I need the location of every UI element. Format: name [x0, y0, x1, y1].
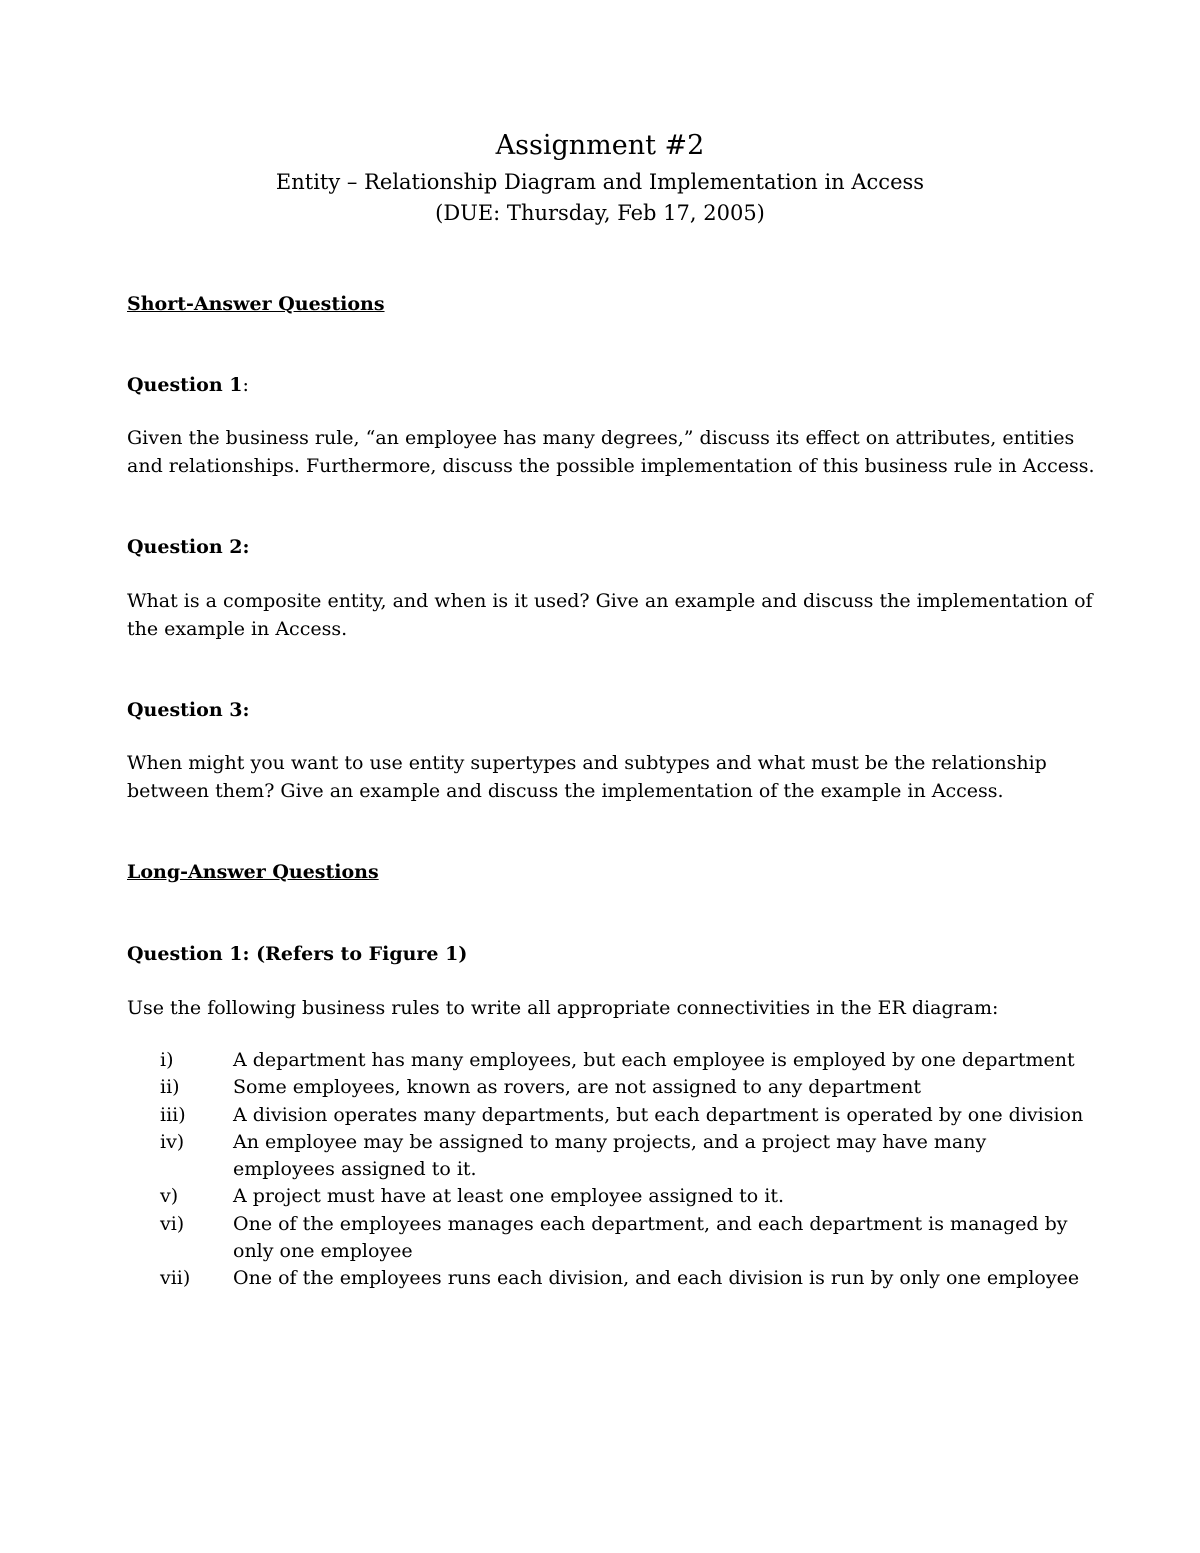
short-q2-line: What is a composite entity, and when is it used? Give an example and discuss the implementation of [127, 590, 1093, 612]
short-q1-line: Given the business rule, “an employee has many degrees,” discuss its effect on attributes, entities [127, 427, 1075, 449]
due-date: (DUE: Thursday, Feb 17, 2005) [435, 201, 765, 225]
list-item-number: iv) [160, 1130, 185, 1153]
list-item-text [233, 1102, 1083, 1129]
list-item-line: One of the employees manages each department, and each department is managed by [233, 1212, 1068, 1235]
short-q3-line: When might you want to use entity supertypes and subtypes and what must be the relationship [127, 752, 1047, 774]
assignment-title: Assignment #2 [495, 130, 705, 161]
assignment-subtitle: Entity – Relationship Diagram and Implementation in Access [275, 170, 925, 194]
list-item [160, 1265, 1080, 1292]
short-q1-suffix: : [242, 374, 249, 396]
list-item-text [233, 1183, 784, 1210]
list-item-number: v) [160, 1185, 179, 1208]
list-item-text [233, 1129, 986, 1184]
business-rules-list [160, 1047, 1084, 1293]
short-q2-line: the example in Access. [127, 618, 348, 640]
short-q3-text [127, 749, 1087, 805]
list-item-line: employees assigned to it. [233, 1158, 477, 1181]
long-q1-intro-line: Use the following business rules to write all appropriate connectivities in the ER diagram: [127, 997, 999, 1019]
list-item-text [233, 1074, 921, 1101]
list-item-number: vi) [160, 1212, 185, 1235]
short-q1-label: Question 1 [127, 374, 243, 396]
list-item-line: Some employees, known as rovers, are not assigned to any department [233, 1076, 921, 1099]
short-q2-label: Question 2: [127, 536, 250, 558]
list-item [160, 1102, 1084, 1129]
short-q3-line: between them? Give an example and discuss the implementation of the example in Access. [127, 780, 1004, 802]
list-item-text [233, 1265, 1079, 1292]
list-item-number: vii) [160, 1267, 191, 1290]
list-item-number: iii) [160, 1103, 186, 1126]
short-q1-heading [127, 372, 249, 398]
list-item-number: ii) [160, 1076, 180, 1099]
short-q3-heading [127, 697, 249, 723]
short-q1-line: and relationships. Furthermore, discuss the possible implementation of this business rule in Access. [127, 455, 1095, 477]
list-item-line: only one employee [233, 1240, 413, 1263]
list-item [160, 1183, 1080, 1210]
list-item [160, 1074, 1080, 1101]
list-item-line: A division operates many departments, but each department is operated by one division [233, 1103, 1084, 1126]
list-item-text [233, 1211, 1067, 1266]
long-q1-intro [127, 994, 1087, 1022]
list-item-line: A department has many employees, but each employee is employed by one department [233, 1049, 1075, 1071]
list-item-text [233, 1047, 1075, 1074]
list-item-line: A project must have at least one employee assigned to it. [233, 1185, 785, 1208]
short-q2-text [127, 587, 1093, 643]
short-q1-text [127, 424, 1095, 480]
list-item-line: One of the employees runs each division, and each division is run by only one employee [233, 1267, 1080, 1290]
list-item-line: An employee may be assigned to many projects, and a project may have many [233, 1130, 987, 1153]
list-item [160, 1211, 1080, 1266]
short-answer-heading: Short-Answer Questions [127, 293, 385, 315]
short-q3-label: Question 3: [127, 699, 250, 721]
long-q1-label: Question 1: (Refers to Figure 1) [127, 943, 468, 965]
long-answer-heading: Long-Answer Questions [127, 861, 379, 883]
list-item [160, 1129, 1080, 1184]
list-item [160, 1047, 1080, 1074]
list-item-number: i) [160, 1049, 174, 1071]
long-q1-heading [127, 941, 467, 967]
short-q2-heading [127, 534, 249, 560]
